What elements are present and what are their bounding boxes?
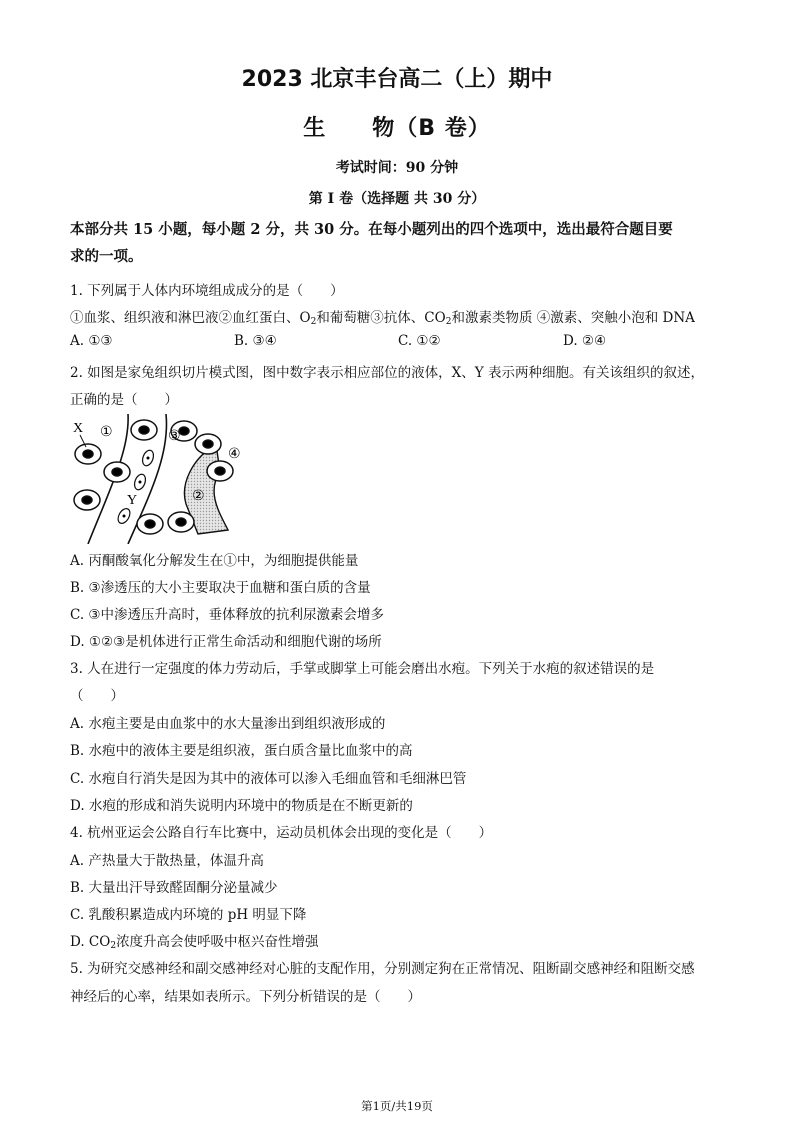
page-title: 2023 北京丰台高二（上）期中	[241, 67, 553, 92]
q1-items-b: 和葡萄糖③抗体、CO	[316, 310, 446, 326]
q4-stem: 4. 杭州亚运会公路自行车比赛中，运动员机体会出现的变化是（ ）	[70, 825, 493, 841]
section-heading: 第 I 卷（选择题 共 30 分）	[308, 191, 486, 207]
q1-items-c: 和激素类物质 ④激素、突触小泡和 DNA	[451, 310, 695, 326]
label-1: ①	[100, 424, 113, 440]
page-subtitle: 生 物（B 卷）	[303, 116, 491, 141]
q1-option-b: B. ③④	[234, 333, 277, 349]
q4-option-d-post: 浓度升高会使呼吸中枢兴奋性增强	[116, 934, 319, 950]
tissue-diagram	[70, 414, 260, 544]
label-2: ②	[192, 488, 205, 504]
q1-option-c: C. ①②	[398, 333, 441, 349]
label-y: Y	[127, 493, 138, 508]
q1-option-a: A. ①③	[70, 333, 113, 349]
q3-stem-line2: （ ）	[70, 688, 124, 704]
page-footer: 第1页/共19页	[361, 1099, 433, 1113]
q1-items-a-sub: 2	[310, 317, 317, 327]
q3-stem-line1: 3. 人在进行一定强度的体力劳动后，手掌或脚掌上可能会磨出水疱。下列关于水疱的叙述错误的是	[70, 661, 655, 677]
q2-stem-line2: 正确的是（ ）	[70, 392, 178, 408]
q2-option-a: A. 丙酮酸氧化分解发生在①中，为细胞提供能量	[70, 553, 359, 569]
q5-stem-line1: 5. 为研究交感神经和副交感神经对心脏的支配作用，分别测定狗在正常情况、阻断副交感神经和阻断交感	[70, 961, 695, 977]
q1-items-a: ①血浆、组织液和淋巴液②血红蛋白、O	[70, 310, 311, 326]
q1-items-b-sub: 2	[445, 317, 452, 327]
instructions-line1: 本部分共 15 小题，每小题 2 分，共 30 分。在每小题列出的四个选项中，选出最符合题目要	[70, 221, 673, 238]
q3-option-c: C. 水疱自行消失是因为其中的液体可以渗入毛细血管和毛细淋巴管	[70, 771, 467, 787]
instructions-line2: 求的一项。	[70, 248, 143, 265]
q3-option-d: D. 水疱的形成和消失说明内环境中的物质是在不断更新的	[70, 798, 413, 814]
q3-option-b: B. 水疱中的液体主要是组织液，蛋白质含量比血浆中的高	[70, 743, 413, 759]
q4-option-a: A. 产热量大于散热量，体温升高	[70, 853, 264, 869]
q2-option-d: D. ①②③是机体进行正常生命活动和细胞代谢的场所	[70, 634, 382, 650]
q1-option-d: D. ②④	[563, 333, 607, 349]
q1-items	[70, 306, 695, 327]
q4-option-d-pre: D. CO	[70, 934, 111, 950]
label-4: ④	[228, 446, 241, 462]
q1-stem: 1. 下列属于人体内环境组成成分的是（ ）	[70, 283, 344, 299]
label-3: ③	[168, 428, 181, 444]
q4-option-d-sub: 2	[110, 941, 117, 951]
q4-option-d	[70, 930, 319, 951]
exam-time: 考试时间：90 分钟	[335, 160, 459, 176]
q4-option-c: C. 乳酸积累造成内环境的 pH 明显下降	[70, 907, 307, 923]
q2-stem-line1: 2. 如图是家兔组织切片模式图，图中数字表示相应部位的液体，X、Y 表示两种细胞。有关该组织的叙述，	[70, 365, 704, 381]
label-x: X	[73, 421, 84, 436]
q2-option-b: B. ③渗透压的大小主要取决于血糖和蛋白质的含量	[70, 580, 371, 596]
q5-stem-line2: 神经后的心率，结果如表所示。下列分析错误的是（ ）	[70, 989, 421, 1005]
q3-option-a: A. 水疱主要是由血浆中的水大量渗出到组织液形成的	[70, 716, 386, 732]
q2-option-c: C. ③中渗透压升高时，垂体释放的抗利尿激素会增多	[70, 607, 385, 623]
q4-option-b: B. 大量出汗导致醛固酮分泌量减少	[70, 880, 278, 896]
